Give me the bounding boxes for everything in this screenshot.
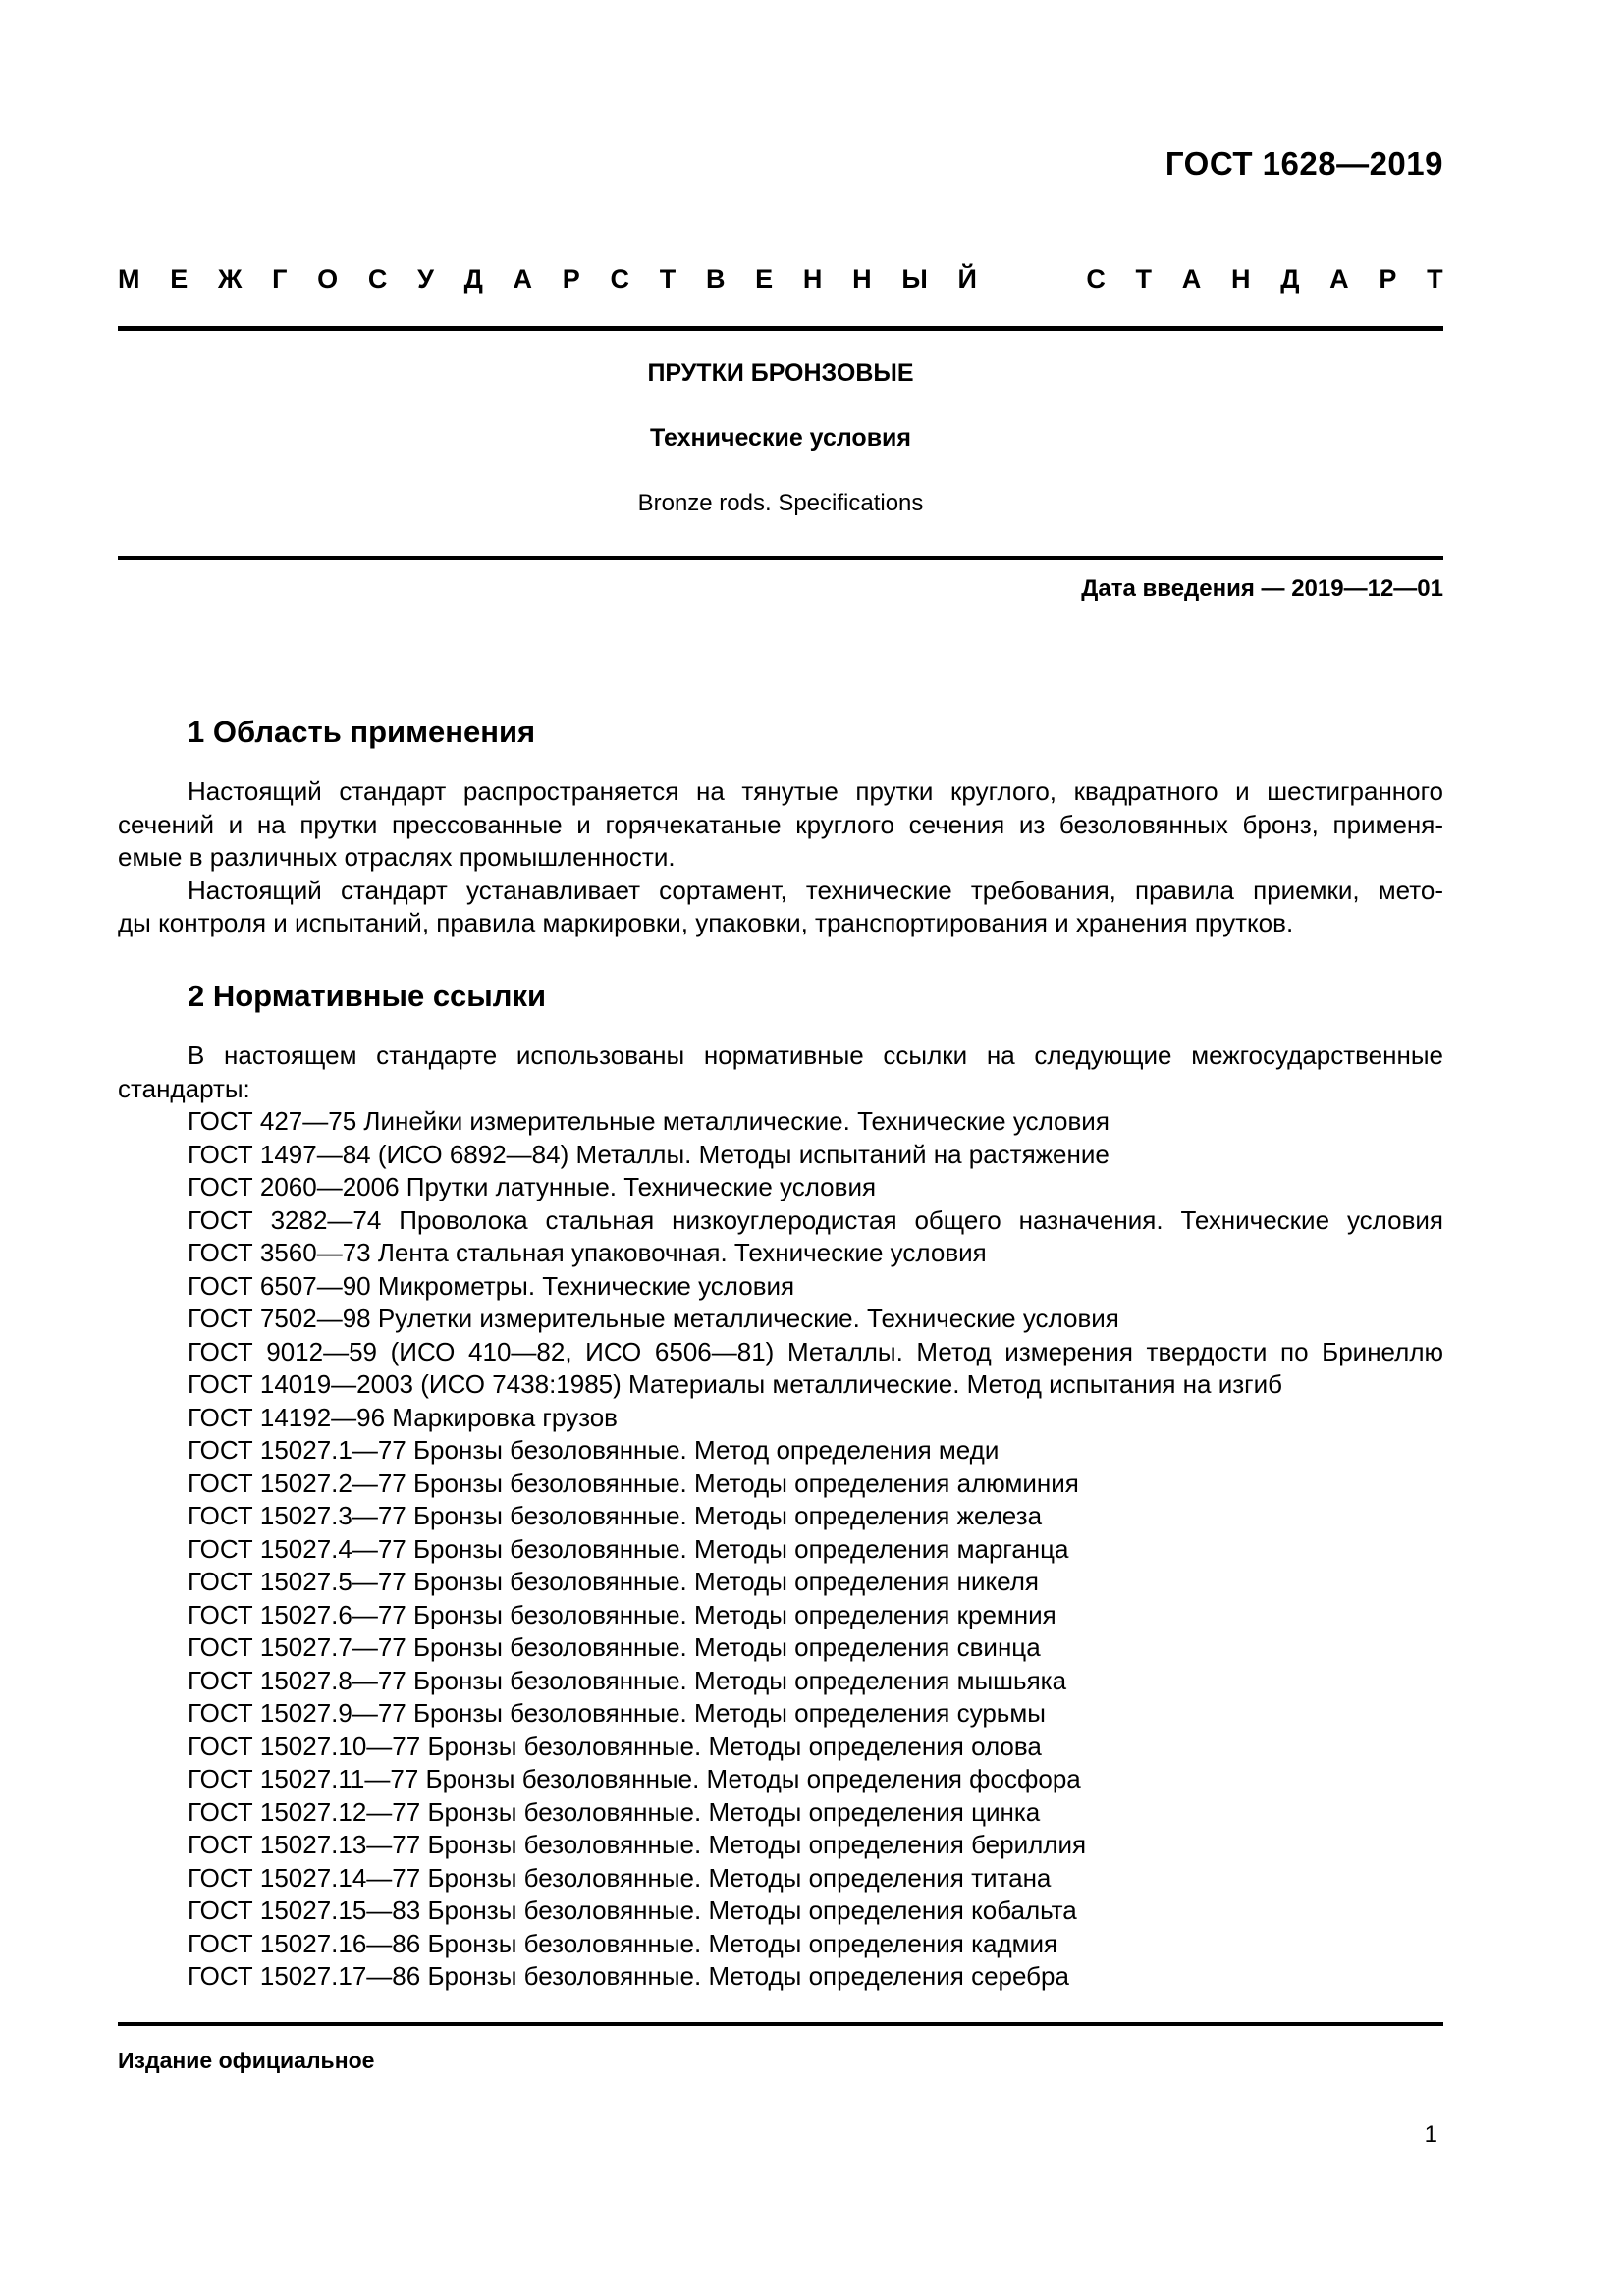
banner-letter: Й [957,264,977,294]
text-line: В настоящем стандарте использованы нормативные ссылки на следующие межгосударственные [188,1041,1443,1070]
reference-item: ГОСТ 15027.17—86 Бронзы безоловянные. Методы определения серебра [188,1961,1069,1991]
reference-item: ГОСТ 1497—84 (ИСО 6892—84) Металлы. Методы испытаний на растяжение [188,1139,1110,1169]
banner-letter: Т [659,264,677,294]
reference-item: ГОСТ 15027.15—83 Бронзы безоловянные. Методы определения кобальта [188,1896,1077,1925]
reference-item: ГОСТ 14192—96 Маркировка грузов [188,1402,618,1432]
banner-letter: Т [1427,264,1443,294]
banner-letter: Е [755,264,774,294]
reference-item: ГОСТ 7502—98 Рулетки измерительные металлические. Технические условия [188,1304,1119,1333]
document-number: ГОСТ 1628—2019 [1164,145,1443,182]
reference-item: ГОСТ 15027.9—77 Бронзы безоловянные. Методы определения сурьмы [188,1698,1046,1728]
reference-item: ГОСТ 15027.16—86 Бронзы безоловянные. Методы определения кадмия [188,1928,1058,1958]
reference-item: ГОСТ 9012—59 (ИСО 410—82, ИСО 6506—81) Металлы. Метод измерения твердости по Бринеллю [188,1336,1443,1366]
page-number: 1 [1424,2121,1437,2148]
reference-item: ГОСТ 15027.7—77 Бронзы безоловянные. Методы определения свинца [188,1632,1041,1662]
banner-letter: Д [1280,264,1300,294]
reference-item: ГОСТ 15027.5—77 Бронзы безоловянные. Методы определения никеля [188,1567,1040,1596]
reference-item: ГОСТ 2060—2006 Прутки латунные. Технические условия [188,1172,877,1201]
document-title: ПРУТКИ БРОНЗОВЫЕ [647,359,914,387]
banner-letter: А [1181,264,1202,294]
reference-item: ГОСТ 15027.2—77 Бронзы безоловянные. Методы определения алюминия [188,1468,1079,1498]
banner-letter: С [1086,264,1106,294]
section-1-heading: 1 Область применения [188,715,536,749]
reference-item: ГОСТ 15027.13—77 Бронзы безоловянные. Методы определения бериллия [188,1830,1087,1859]
banner-letter: В [705,264,726,294]
reference-item: ГОСТ 15027.4—77 Бронзы безоловянные. Методы определения марганца [188,1533,1069,1564]
reference-item: ГОСТ 15027.3—77 Бронзы безоловянные. Методы определения железа [188,1501,1043,1530]
section-2-intro [118,1040,1443,1105]
footer-divider [118,2022,1443,2026]
text-line: Настоящий стандарт устанавливает сортамент, технические требования, правила приемки, мето- [188,875,1443,905]
reference-item: ГОСТ 15027.11—77 Бронзы безоловянные. Методы определения фосфора [188,1764,1081,1793]
banner-letter: Т [1135,264,1153,294]
text-line: ды контроля и испытаний, правила маркировки, упаковки, транспортирования и хранения прутков. [118,908,1294,937]
banner-letter: Р [1379,264,1397,294]
banner-letter: С [610,264,629,294]
reference-item: ГОСТ 3560—73 Лента стальная упаковочная. Технические условия [188,1238,987,1267]
banner-letter: Н [802,264,823,294]
document-subtitle: Технические условия [649,424,912,452]
reference-item: ГОСТ 15027.6—77 Бронзы безоловянные. Методы определения кремния [188,1599,1056,1629]
banner-letter: Г [272,264,288,294]
interstate-standard-banner [118,263,1443,294]
banner-letter: О [317,264,339,294]
banner-letter: М [118,264,140,294]
reference-item: ГОСТ 6507—90 Микрометры. Технические условия [188,1270,795,1301]
text-line: сечений и на прутки прессованные и горячекатаные круглого сечения из безоловянных бронз, применя- [118,809,1443,839]
section-1-text [118,775,1443,940]
title-divider [118,556,1443,560]
introduction-date: Дата введения — 2019—12—01 [1081,575,1443,602]
header-divider [118,326,1443,331]
reference-item: ГОСТ 15027.1—77 Бронзы безоловянные. Метод определения меди [188,1435,1000,1465]
reference-item: ГОСТ 15027.8—77 Бронзы безоловянные. Методы определения мышьяка [188,1665,1067,1695]
section-2-heading: 2 Нормативные ссылки [188,979,547,1013]
normative-references-list [188,1105,1443,1994]
banner-letter: А [513,264,533,294]
reference-item: ГОСТ 15027.14—77 Бронзы безоловянные. Методы определения титана [188,1862,1052,1893]
banner-letter: У [417,264,434,294]
reference-item: ГОСТ 427—75 Линейки измерительные металлические. Технические условия [188,1106,1110,1136]
reference-item: ГОСТ 14019—2003 (ИСО 7438:1985) Материалы металлические. Метод испытания на изгиб [188,1369,1283,1399]
banner-letter: С [367,264,388,294]
reference-item: ГОСТ 15027.12—77 Бронзы безоловянные. Методы определения цинка [188,1796,1041,1827]
reference-item: ГОСТ 3282—74 Проволока стальная низкоуглеродистая общего назначения. Технические условия [188,1204,1443,1235]
banner-letter: Ж [217,264,243,294]
reference-item: ГОСТ 15027.10—77 Бронзы безоловянные. Методы определения олова [188,1731,1042,1761]
banner-letter: Ы [901,264,928,294]
text-line: Настоящий стандарт распространяется на тянутые прутки круглого, квадратного и шестигранного [188,776,1443,806]
official-edition-label: Издание официальное [118,2048,375,2073]
banner-letter: Д [463,264,483,294]
text-line: стандарты: [118,1073,250,1103]
document-title-english: Bronze rods. Specifications [637,490,924,516]
banner-letter: Р [562,264,580,294]
text-line: емые в различных отраслях промышленности. [118,842,676,872]
banner-letter: Е [170,264,189,294]
banner-letter: Н [1230,264,1251,294]
banner-letter: Н [852,264,872,294]
banner-letter: А [1329,264,1349,294]
